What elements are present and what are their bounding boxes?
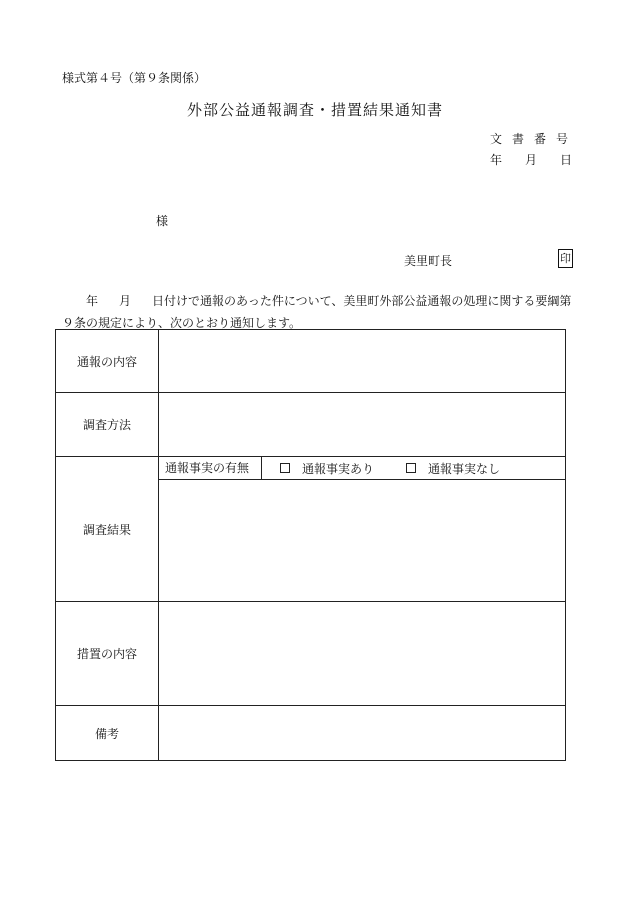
investigation-method-field[interactable] xyxy=(159,393,566,457)
addressee-suffix: 様 xyxy=(156,214,169,228)
body-month: 月 xyxy=(119,294,132,308)
body-text: 日付けで通報のあった件について、美里町外部公益通報の処理に関する要綱第９条の規定により、次のとおり通知します。 xyxy=(62,294,572,330)
remarks-label: 備考 xyxy=(56,706,159,761)
report-content-label: 通報の内容 xyxy=(56,330,159,393)
investigation-result-field[interactable] xyxy=(159,480,565,601)
investigation-result-label: 調査結果 xyxy=(56,457,159,602)
option-fact-no-label: 通報事実なし xyxy=(428,461,501,476)
option-fact-yes[interactable] xyxy=(280,460,374,477)
body-year: 年 xyxy=(86,294,99,308)
remarks-field[interactable] xyxy=(159,706,566,761)
measures-label: 措置の内容 xyxy=(56,602,159,706)
date-month: 月 xyxy=(524,153,537,167)
notice-body xyxy=(62,290,572,334)
document-title: 外部公益通報調査・措置結果通知書 xyxy=(186,101,443,119)
sender-name: 美里町長 xyxy=(404,254,453,268)
document-number-label: 文書番号 xyxy=(490,132,579,146)
option-fact-no[interactable] xyxy=(406,460,500,477)
checkbox-fact-no[interactable] xyxy=(406,463,416,473)
date-year: 年 xyxy=(490,153,503,167)
date-line xyxy=(490,151,572,168)
investigation-method-label: 調査方法 xyxy=(56,393,159,457)
form-number: 様式第４号（第９条関係） xyxy=(62,71,207,85)
report-content-field[interactable] xyxy=(159,330,566,393)
checkbox-fact-yes[interactable] xyxy=(280,463,290,473)
fact-existence-label: 通報事実の有無 xyxy=(159,457,262,479)
investigation-result-cell xyxy=(159,457,566,602)
date-day: 日 xyxy=(559,153,572,167)
seal-stamp: 印 xyxy=(558,249,573,268)
measures-field[interactable] xyxy=(159,602,566,706)
form-table xyxy=(55,329,566,761)
option-fact-yes-label: 通報事実あり xyxy=(302,461,375,476)
fact-existence-row xyxy=(159,457,565,480)
